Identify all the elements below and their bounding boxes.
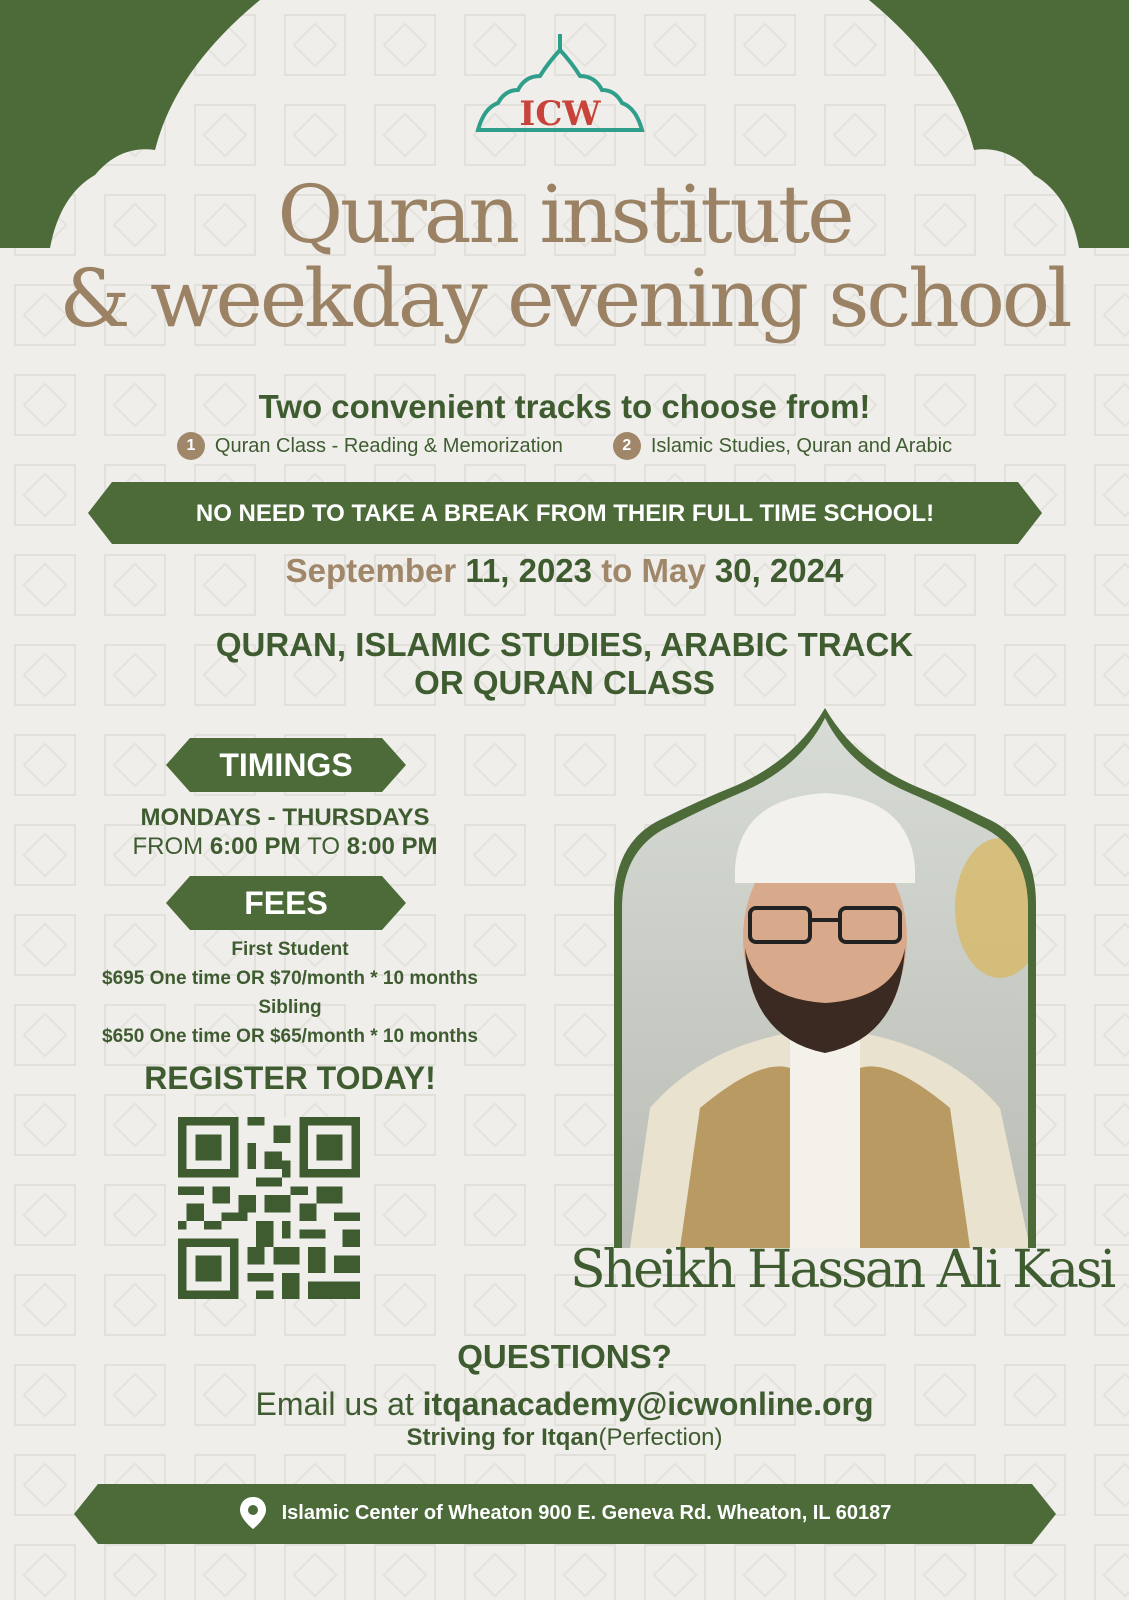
date-to: to — [601, 552, 633, 589]
track-title-line-2: OR QURAN CLASS — [414, 664, 715, 701]
timings-heading: TIMINGS — [219, 747, 353, 783]
location-pin-icon — [238, 1496, 268, 1530]
email-link[interactable]: itqanacademy@icwonline.org — [422, 1386, 874, 1422]
tracks-list — [0, 432, 1129, 460]
teacher-photo — [590, 708, 1060, 1248]
email-prefix: Email us at — [255, 1386, 414, 1422]
fees-first-price: $695 One time OR $70/month * 10 months — [102, 968, 478, 989]
title-line-1: Quran institute — [277, 168, 852, 261]
motto-bold: Striving for Itqan — [406, 1424, 599, 1451]
tracks-heading: Two convenient tracks to choose from! — [258, 388, 871, 425]
questions-heading: QUESTIONS? — [457, 1338, 672, 1375]
track-title-line-1: QURAN, ISLAMIC STUDIES, ARABIC TRACK — [215, 626, 914, 663]
motto — [0, 1424, 1129, 1452]
track-label-2: Islamic Studies, Quran and Arabic — [650, 434, 953, 457]
end-month: May — [641, 552, 706, 589]
fees-sibling-label: Sibling — [258, 997, 322, 1018]
email-line — [0, 1386, 1129, 1423]
track-title — [0, 626, 1129, 702]
footer-address: Islamic Center of Wheaton 900 E. Geneva Rd. Wheaton, IL 60187 — [281, 1501, 892, 1524]
track-number-2: 2 — [613, 432, 641, 460]
fees-heading: FEES — [244, 885, 328, 921]
icw-logo — [470, 28, 650, 143]
track-label-1: Quran Class - Reading & Memorization — [214, 434, 563, 457]
fees-sibling-price: $650 One time OR $65/month * 10 months — [102, 1026, 478, 1047]
footer-address-row — [0, 1496, 1129, 1530]
title-line-2: & weekday evening school — [59, 252, 1070, 345]
track-number-1: 1 — [177, 432, 205, 460]
registration-qr-code[interactable] — [178, 1117, 360, 1299]
teacher-name: Sheikh Hassan Ali Kasi — [570, 1240, 1114, 1300]
register-today: REGISTER TODAY! — [144, 1060, 436, 1096]
fees-first-label: First Student — [231, 939, 349, 960]
start-month: September — [285, 552, 457, 589]
logo-text: ICW — [519, 94, 601, 134]
motto-rest: (Perfection) — [598, 1424, 723, 1451]
timings-hours: FROM 6:00 PM TO 8:00 PM — [132, 833, 438, 860]
teacher-photo-frame — [590, 708, 1060, 1248]
date-range — [0, 552, 1129, 590]
banner-text: NO NEED TO TAKE A BREAK FROM THEIR FULL TIME SCHOOL! — [195, 500, 935, 527]
timings-days: MONDAYS - THURSDAYS — [140, 804, 430, 831]
start-day-year: 11, 2023 — [465, 552, 593, 589]
end-day-year: 30, 2024 — [714, 552, 844, 589]
